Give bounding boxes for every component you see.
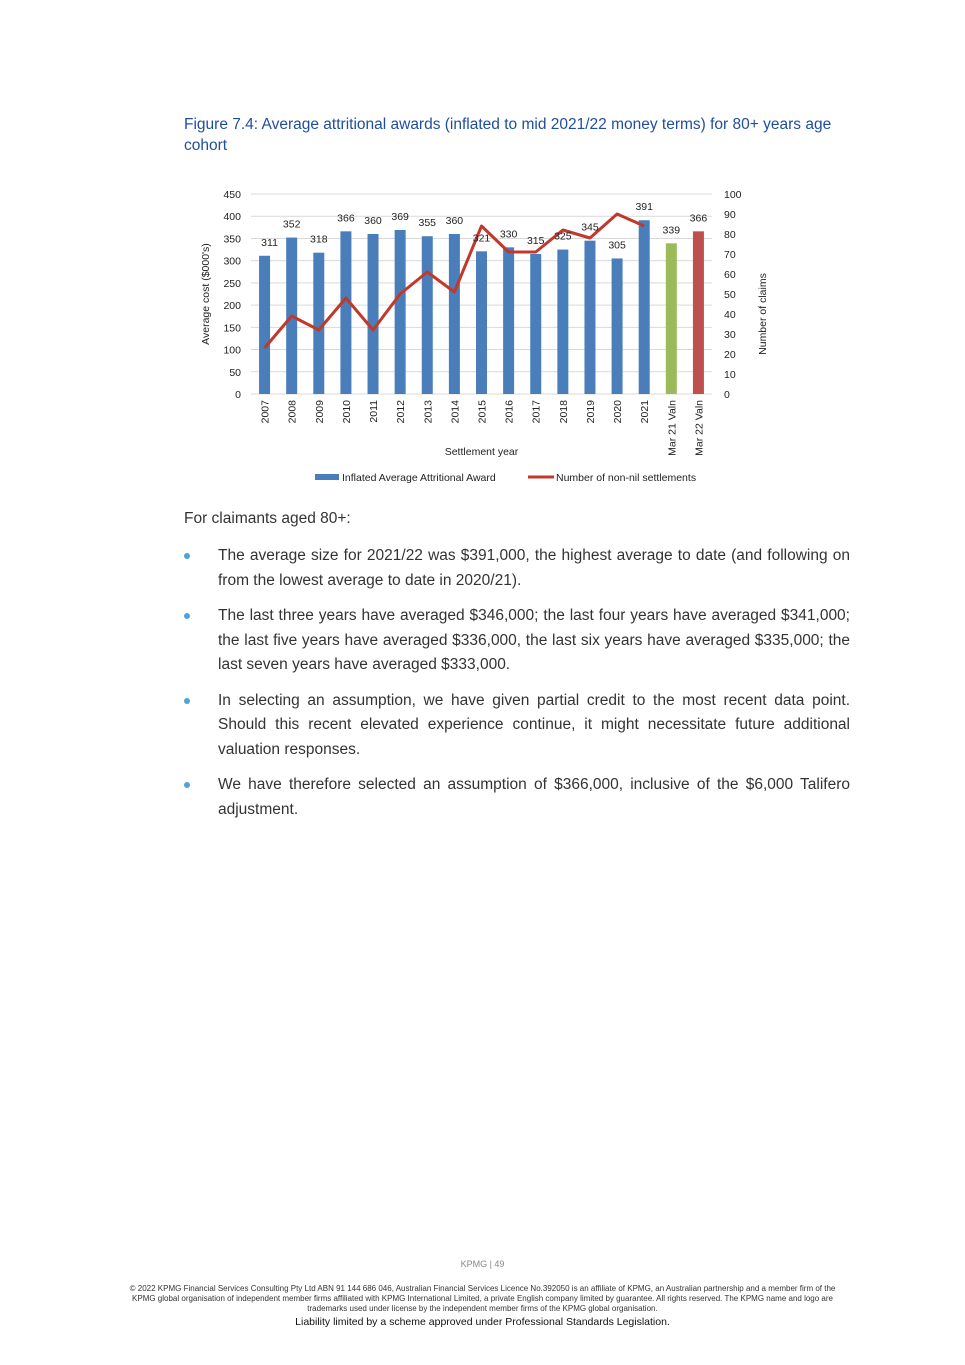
- data-label: 366: [689, 212, 708, 225]
- copyright-notice: © 2022 KPMG Financial Services Consulting Pty Ltd ABN 91 144 686 046, Australian Financial Services Licence No.392050 is an affiliate of KPMG, an Australian partnership and a member firm of the KPMG global organisation of independent member firms affiliated with KPMG International Limited, a private English company limited by guarantee. All rights reserved. The KPMG name and logo are trademarks used under license by the independent member firms of the KPMG global organisation.: [129, 1284, 836, 1313]
- x-tick-label: 2012: [395, 400, 408, 424]
- y-tick-label: 250: [223, 277, 241, 290]
- bullet-dot-icon: [184, 613, 190, 619]
- legend-label: Number of non-nil settlements: [556, 472, 697, 484]
- bar: [639, 220, 650, 394]
- bullet-item: [184, 689, 850, 763]
- y-tick-label: 50: [229, 366, 241, 379]
- x-tick-label: 2011: [368, 400, 381, 423]
- bullet-dot-icon: [184, 782, 190, 788]
- bar: [449, 234, 460, 394]
- x-tick-label: 2018: [557, 400, 570, 424]
- y2-tick-label: 50: [724, 289, 736, 301]
- y2-tick-label: 90: [724, 209, 736, 221]
- figure-title: Figure 7.4: Average attritional awards (inflated to mid 2021/22 money terms) for 80+ years age cohort: [184, 116, 832, 154]
- bullet-item: [184, 544, 850, 593]
- data-label: 345: [581, 221, 599, 234]
- y2-tick-label: 100: [724, 189, 742, 201]
- bar: [476, 251, 487, 394]
- chart: [0, 0, 965, 500]
- x-tick-label: 2008: [286, 400, 299, 424]
- data-label: 330: [499, 228, 518, 241]
- x-tick-label: 2013: [422, 400, 435, 424]
- y-tick-label: 350: [223, 233, 241, 246]
- y2-tick-label: 20: [724, 349, 736, 361]
- data-label: 355: [418, 217, 437, 230]
- bar: [584, 241, 595, 394]
- y2-tick-label: 80: [724, 229, 736, 241]
- x-tick-label: Mar 22 Valn: [693, 400, 706, 456]
- data-label: 315: [526, 235, 545, 247]
- bar: [530, 254, 541, 394]
- intro-text: For claimants aged 80+:: [184, 510, 351, 527]
- y-tick-label: 400: [223, 211, 241, 224]
- bar: [368, 234, 379, 394]
- bar: [612, 258, 623, 394]
- data-label: 366: [337, 212, 355, 225]
- y2-tick-label: 0: [724, 389, 730, 401]
- bullet-text: In selecting an assumption, we have given partial credit to the most recent data point. Should this recent elevated experience continue, it might necessitate future additional valuation responses.: [218, 691, 850, 758]
- y2-tick-label: 40: [724, 309, 736, 321]
- bar: [422, 236, 433, 394]
- bar: [340, 231, 351, 394]
- data-label: 311: [261, 236, 278, 249]
- bullet-list: [184, 544, 850, 833]
- bar: [503, 247, 514, 394]
- bullet-text: We have therefore selected an assumption of $366,000, inclusive of the $6,000 Talifero adjustment.: [218, 776, 850, 818]
- x-tick-label: 2019: [584, 400, 597, 424]
- bullet-text: The average size for 2021/22 was $391,000, the highest average to date (and following on from the lowest average to date in 2020/21).: [218, 547, 850, 589]
- y2-tick-label: 60: [724, 269, 736, 281]
- data-label: 339: [662, 224, 681, 237]
- bar: [395, 230, 406, 394]
- y-tick-label: 150: [223, 322, 241, 335]
- bullet-item: [184, 604, 850, 678]
- bar: [666, 243, 677, 394]
- bullet-dot-icon: [184, 698, 190, 704]
- data-label: 325: [554, 230, 572, 243]
- data-label: 321: [472, 232, 491, 245]
- bar: [557, 250, 568, 394]
- x-tick-label: 2009: [313, 400, 326, 424]
- x-tick-label: 2017: [530, 400, 543, 424]
- x-tick-label: 2016: [503, 400, 516, 424]
- legend-label: Inflated Average Attritional Award: [342, 472, 496, 484]
- x-tick-label: 2014: [449, 400, 462, 424]
- bar: [693, 231, 704, 394]
- x-tick-label: 2015: [476, 400, 489, 424]
- data-label: 391: [635, 201, 653, 214]
- y-tick-label: 200: [223, 300, 241, 313]
- page-number: KPMG | 49: [460, 1259, 505, 1269]
- y-tick-label: 0: [235, 389, 241, 401]
- bullet-dot-icon: [184, 553, 190, 559]
- y-tick-label: 450: [223, 189, 241, 201]
- x-tick-label: 2020: [612, 400, 625, 424]
- liability-notice: Liability limited by a scheme approved under Professional Standards Legislation.: [295, 1316, 670, 1328]
- data-label: 352: [282, 218, 301, 231]
- y2-tick-label: 30: [724, 329, 736, 341]
- bar: [259, 256, 270, 394]
- data-label: 318: [310, 233, 328, 246]
- x-tick-label: 2021: [639, 400, 652, 424]
- y2-tick-label: 70: [724, 249, 736, 261]
- y2-tick-label: 10: [724, 369, 736, 381]
- x-tick-label: 2010: [340, 400, 353, 424]
- x-axis-title: Settlement year: [444, 446, 519, 458]
- bullet-text: The last three years have averaged $346,000; the last four years have averaged $341,000; the last five years have averaged $336,000, the last six years have averaged $335,000; the last seven years have averaged $333,000.: [218, 607, 850, 673]
- data-label: 369: [391, 211, 409, 223]
- y-tick-label: 100: [223, 344, 241, 357]
- y-tick-label: 300: [223, 255, 241, 268]
- x-tick-label: 2007: [259, 400, 272, 424]
- legend-swatch-bar: [315, 474, 339, 480]
- y2-axis-title: Number of claims: [757, 273, 769, 355]
- data-label: 305: [608, 239, 626, 252]
- x-tick-label: Mar 21 Valn: [666, 400, 679, 456]
- data-label: 360: [445, 215, 464, 227]
- y-axis-title: Average cost ($000's): [200, 243, 212, 345]
- bullet-item: [184, 773, 850, 822]
- data-label: 360: [364, 215, 382, 227]
